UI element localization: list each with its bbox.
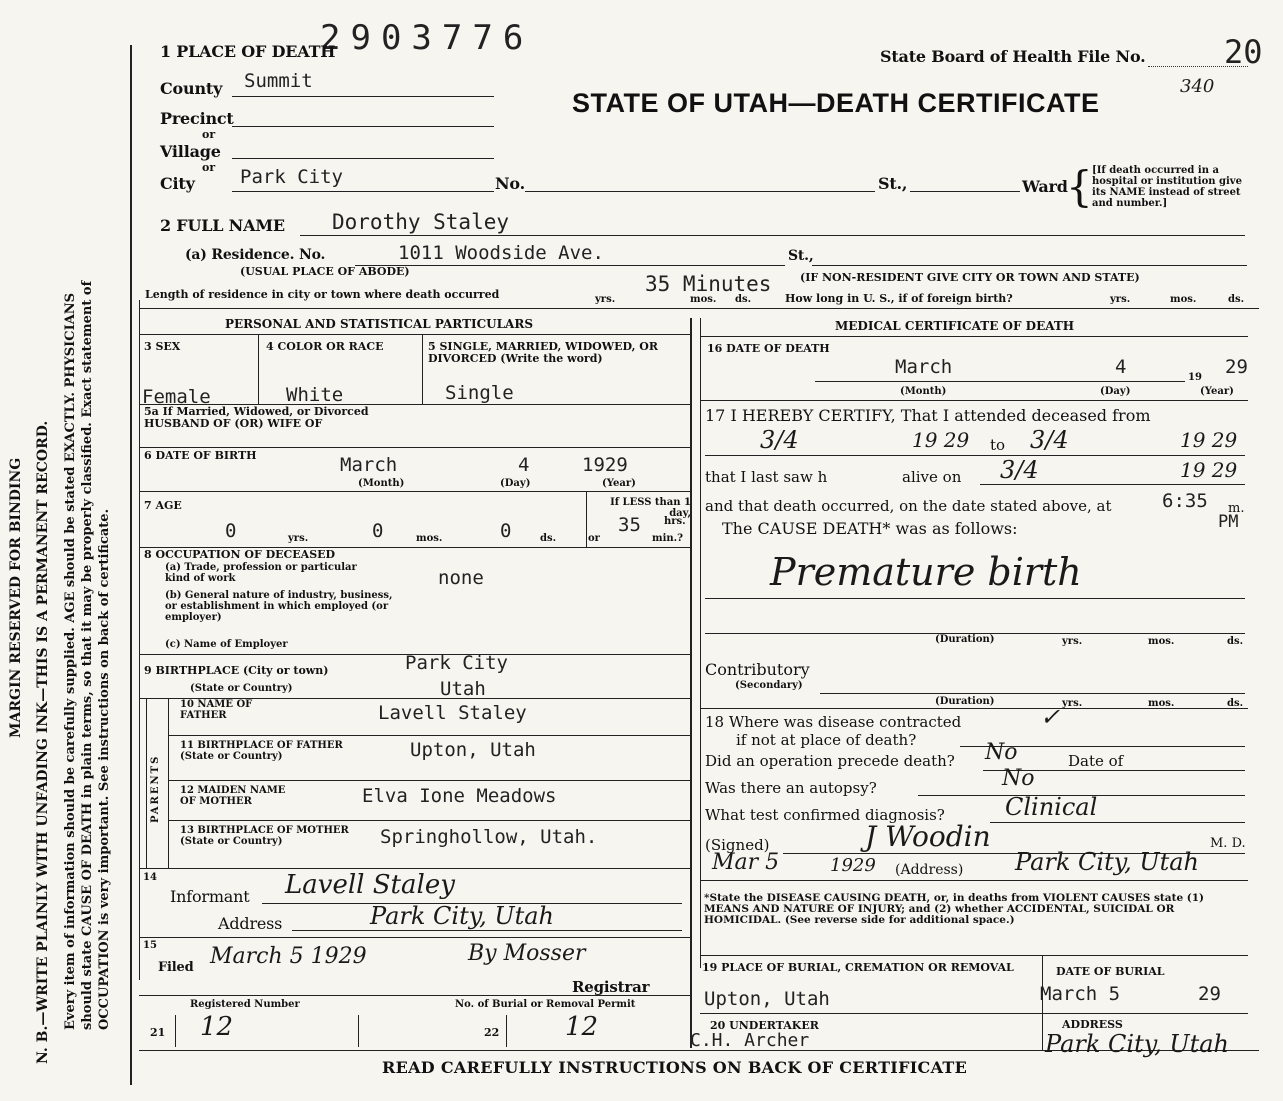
dob-month: March [340, 454, 398, 476]
brace: { [1066, 162, 1093, 211]
row-6-line [139, 491, 690, 492]
full-name-value: Dorothy Staley [332, 210, 510, 234]
place-burial-label: 19 PLACE OF BURIAL, CREMATION OR REMOVAL [702, 961, 1014, 974]
duration-2-yrs: yrs. [1062, 698, 1083, 709]
duration-1-ds: ds. [1227, 636, 1244, 647]
duration-1-yrs: yrs. [1062, 636, 1083, 647]
sex-label: 3 SEX [144, 340, 181, 353]
burial-box-left [506, 1015, 507, 1047]
field-22-label: 22 [484, 1026, 500, 1039]
county-label: County [160, 79, 223, 98]
operation-date-label: Date of [1068, 752, 1124, 770]
if-less-label: If LESS than 1 day, [610, 497, 691, 519]
burial-mid-line [700, 1013, 1248, 1014]
test-line [990, 822, 1245, 823]
us-yrs: yrs. [1110, 294, 1131, 305]
file-no-line [1148, 66, 1248, 67]
non-resident: (IF NON-RESIDENT GIVE CITY OR TOWN AND STATE) [800, 271, 1140, 284]
length-ds: ds. [735, 294, 752, 305]
duration-2-ds: ds. [1227, 698, 1244, 709]
informant-label: Informant [170, 887, 250, 906]
dod-label: 16 DATE OF DEATH [707, 342, 830, 355]
birthplace-state-label: (State or Country) [190, 683, 293, 694]
hrs-label: hrs. [664, 516, 686, 527]
death-certificate: MARGIN RESERVED FOR BINDING N. B.—WRITE PLAINLY WITH UNFADING INK—THIS IS A PERMANENT RECORD. Every item of information should be carefully supplied. AGE should be stated EXACTLY. PHYSICIANS should state CAUSE OF DEATH in plain terms, so that it may be properly classified. Exact statement of OCCUPATION is very important. See instructions on back of certificate. 2903776 1 PLACE OF DEATH State Board of Health File No. 20 340 STATE OF UTAH—DEATH CERTIFICATE County Summit Precinct or Village or City Park City No. St., Ward { [If death occurred in a hospital or institution give its NAME instead of street and number.] 2 FULL NAME Dorothy Staley (a) Residence. No. 1011 Woodside Ave. St., (USUAL PLACE OF ABODE) (IF NON-RESIDENT GIVE CITY OR TOWN AND STATE) Length of residence in city or town where death occurred 35 Minutes yrs. mos. ds. How long in U. S., if of foreign birth? yrs. mos. ds. PERSONAL AND STATISTICAL PARTICULARS 3 SEX Female 4 COLOR OR RACE White 5 SINGLE, MARRIED, WIDOWED, OR DIVORCED (Write the word) Single 5a If Married, Widowed, or Divorced HUSBAND OF (OR) WIFE OF 6 DATE OF BIRTH March 4 1929 (Month) (Day) (Year) 7 AGE 0 yrs. 0 mos. 0 ds. If LESS than 1 day, 35 hrs. or min.? 8 OCCUPATION OF DECEASED (a) Trade, profession or particular kind of work none (b) General nature of industry, business, or establishment in which employed (or employer) (c) Name of Employer 9 BIRTHPLACE (City or town) Park City (State or Country) Utah PARENTS 10 NAME OF FATHER Lavell Staley 11 BIRTHPLACE OF FATHER (State or Country) Upton, Utah 12 MAIDEN NAME OF MOTHER Elva Ione Meadows 13 BIRTHPLACE OF MOTHER (State or Country) Springhollow, Utah. 14 Informant Lavell Staley Address Park City, Utah 15 Filed March 5 1929 By Mosser Registrar Registered Number 21 12 No. of Burial or Removal Permit 22 12 MEDICAL CERTIFICATE OF DEATH 16 DATE OF DEATH March 4 19 29 (Month) (Day) (Year) 17 I HEREBY CERTIFY, That I attended deceased from 3/4 19 29 to 3/4 19 29 that I last saw h alive on 3/4 19 29 and that death occurred, on the date stated above, at 6:35 m. PM The CAUSE DEATH* was as follows: Premature birth (Duration) yrs. mos. ds. Contributory (Secondary) (Duration) yrs. mos. ds. 18 Where was disease contracted ✓ if not at place of death? Did an operation precede death? No Date of Was there an autopsy? No What test confirmed diagnosis? Clinical (Signed) J Woodin M. D. Mar 5 1929 (Address) Park City, Utah *State the DISEASE CAUSING DEATH, or, in deaths from VIOLENT CAUSES state (1) MEANS AND NATURE OF INJURY; and (2) whether ACCIDENTAL, SUICIDAL OR HOMICIDAL. (See reverse side for additional space.) 19 PLACE OF BURIAL, CREMATION OR REMOVAL Upton, Utah DATE OF BURIAL March 5 29 20 UNDERTAKER C.H. Archer ADDRESS Park City, Utah READ CAREFULLY INSTRUCTIONS ON BACK OF CERTIFICATE [0, 0, 1283, 1101]
age-ds: 0 [500, 520, 512, 542]
personal-section-title: PERSONAL AND STATISTICAL PARTICULARS [225, 317, 534, 331]
dod-year-prefix: 19 [1188, 372, 1202, 383]
residence-st-line [812, 265, 1247, 266]
column-divider-left [690, 318, 692, 1048]
residence-value: 1011 Woodside Ave. [398, 242, 604, 264]
city-value: Park City [240, 166, 343, 188]
file-no-label: State Board of Health File No. [880, 47, 1146, 66]
place-burial-value: Upton, Utah [704, 988, 830, 1010]
or-min-label: or [588, 533, 600, 544]
date-burial-year: 29 [1198, 983, 1221, 1005]
physician-signature: J Woodin [865, 820, 991, 853]
us-ds: ds. [1228, 294, 1245, 305]
row-10-line [168, 735, 690, 736]
duration-line-1 [705, 633, 1245, 634]
registrar-label: Registrar [572, 978, 650, 996]
alive-on-label: alive on [902, 468, 962, 486]
margin-binding-text: MARGIN RESERVED FOR BINDING [8, 457, 24, 738]
pm-value: PM [1218, 512, 1239, 532]
sex-divider [258, 334, 259, 404]
operation-label: Did an operation precede death? [705, 752, 955, 770]
color-divider [422, 334, 423, 404]
age-label: 7 AGE [144, 499, 182, 512]
county-value: Summit [244, 70, 313, 92]
city-label: City [160, 174, 195, 193]
occurred-text: and that death occurred, on the date stated above, at [705, 497, 1112, 515]
street-label: St., [878, 174, 908, 193]
death-time: 6:35 [1162, 490, 1208, 512]
duration-2-mos: mos. [1148, 698, 1175, 709]
father-birthplace-label: 11 BIRTHPLACE OF FATHER (State or Country) [180, 740, 343, 762]
informant-address: Park City, Utah [370, 902, 554, 930]
alive-on-date: 3/4 [1000, 456, 1039, 484]
age-mos: 0 [372, 520, 384, 542]
birthplace-state: Utah [440, 678, 486, 700]
dod-day-caption: (Day) [1100, 386, 1131, 397]
full-name-label: 2 FULL NAME [160, 216, 285, 235]
sex-value: Female [142, 386, 211, 408]
father-birthplace: Upton, Utah [410, 739, 536, 761]
dod-line [815, 381, 1185, 382]
hospital-note: [If death occurred in a hospital or institution give its NAME instead of street and number.] [1092, 165, 1242, 209]
age-ds-label: ds. [540, 533, 557, 544]
parents-right [168, 698, 169, 868]
precinct-line [232, 126, 494, 127]
burial-permit-label: No. of Burial or Removal Permit [455, 999, 636, 1010]
occupation-b-label: (b) General nature of industry, business, or establishment in which employed (or employer) [165, 590, 393, 623]
residence-st: St., [788, 248, 814, 264]
autopsy-value: No [1002, 766, 1035, 791]
age-divider [586, 491, 587, 547]
attended-line [705, 455, 1245, 456]
mother-name: Elva Ione Meadows [362, 785, 557, 807]
md-label: M. D. [1210, 836, 1246, 851]
file-no-value: 20 [1224, 33, 1263, 71]
attended-to-date: 3/4 [1030, 426, 1069, 454]
duration-1-label: (Duration) [935, 634, 995, 645]
color-label: 4 COLOR OR RACE [266, 340, 384, 353]
signed-label: (Signed) [705, 836, 770, 854]
village-line [232, 158, 494, 159]
filed-label: Filed [158, 960, 194, 975]
undertaker-address-label: ADDRESS [1062, 1018, 1123, 1031]
certificate-number: 2903776 [320, 18, 534, 58]
duration-1-mos: mos. [1148, 636, 1175, 647]
registrar-signature: By Mosser [468, 941, 586, 966]
attended-from-year: 19 29 [912, 428, 970, 452]
row-12-line [168, 820, 690, 821]
spouse-label: 5a If Married, Widowed, or Divorced HUSBAND OF (OR) WIFE OF [144, 405, 369, 430]
street-no-line [525, 191, 875, 192]
dod-year-caption: (Year) [1200, 386, 1234, 397]
street-line [910, 191, 1020, 192]
precinct-label: Precinct [160, 109, 234, 128]
birthplace-label: 9 BIRTHPLACE (City or town) [144, 664, 329, 677]
contributory-line [820, 693, 1245, 694]
signed-year: 1929 [830, 855, 876, 876]
marital-value: Single [445, 382, 514, 404]
signed-date: Mar 5 [712, 850, 780, 875]
informant-value: Lavell Staley [285, 870, 455, 900]
age-mos-label: mos. [416, 533, 443, 544]
disease-contracted-label: 18 Where was disease contracted [705, 713, 962, 731]
margin-instruction-2: should state CAUSE OF DEATH in plain terms, so that it may be properly classified. Exact statement of [80, 280, 95, 1030]
cause-label: The CAUSE DEATH* was as follows: [722, 519, 1018, 538]
informant-address-line [292, 930, 682, 931]
dob-year-caption: (Year) [602, 478, 636, 489]
disease-contracted-label-2: if not at place of death? [736, 731, 917, 749]
date-burial-value: March 5 [1040, 983, 1121, 1005]
physician-address-label: (Address) [895, 862, 964, 878]
m-label: m. [1228, 501, 1245, 516]
margin-permanent-record: N. B.—WRITE PLAINLY WITH UNFADING INK—THIS IS A PERMANENT RECORD. [35, 420, 51, 1064]
father-name: Lavell Staley [378, 702, 527, 724]
city-line [232, 191, 494, 192]
residence-line [355, 265, 785, 266]
to-label: to [990, 436, 1006, 454]
age-minutes: 35 [618, 514, 641, 536]
us-mos: mos. [1170, 294, 1197, 305]
parents-left [146, 698, 147, 868]
row-11-line [168, 780, 690, 781]
filed-number: 15 [143, 940, 157, 951]
row-13-line [139, 868, 690, 869]
operation-value: No [985, 740, 1018, 765]
length-label: Length of residence in city or town where death occurred [145, 288, 500, 301]
test-value: Clinical [1005, 793, 1098, 821]
dob-label: 6 DATE OF BIRTH [144, 449, 257, 462]
how-long-label: How long in U. S., if of foreign birth? [785, 292, 1013, 305]
mother-name-label: 12 MAIDEN NAME OF MOTHER [180, 785, 286, 807]
mother-birthplace-label: 13 BIRTHPLACE OF MOTHER (State or Country) [180, 825, 349, 847]
street-no-label: No. [495, 174, 525, 193]
mother-birthplace: Springhollow, Utah. [380, 826, 598, 848]
or-2: or [202, 161, 216, 174]
age-yrs: 0 [225, 520, 237, 542]
undertaker-address: Park City, Utah [1045, 1030, 1229, 1058]
row-17-line [700, 708, 1248, 709]
min-label: min.? [652, 533, 683, 544]
alive-line [980, 484, 1245, 485]
county-line [232, 96, 494, 97]
dod-month-caption: (Month) [900, 386, 947, 397]
physician-address: Park City, Utah [1015, 848, 1199, 876]
registered-number-label: Registered Number [190, 999, 300, 1010]
birthplace-city: Park City [405, 652, 508, 674]
row-5a-line [139, 447, 690, 448]
length-value: 35 Minutes [645, 272, 772, 296]
signed-bottom-line [700, 880, 1248, 881]
usual-abode: (USUAL PLACE OF ABODE) [240, 265, 410, 278]
footer-instructions: READ CAREFULLY INSTRUCTIONS ON BACK OF CERTIFICATE [382, 1058, 968, 1077]
attended-from-date: 3/4 [760, 426, 799, 454]
attended-to-year: 19 29 [1180, 428, 1238, 452]
cause-line [705, 598, 1245, 599]
dob-year: 1929 [582, 454, 628, 476]
filed-value: March 5 1929 [210, 944, 367, 969]
undertaker-value: C.H. Archer [690, 1030, 810, 1051]
header-bottom-line [139, 308, 1259, 309]
medical-title-line [700, 336, 1248, 337]
dod-month: March [895, 356, 953, 378]
residence-label: (a) Residence. No. [185, 247, 326, 263]
secondary-label: (Secondary) [735, 680, 803, 691]
marital-label: 5 SINGLE, MARRIED, WIDOWED, OR DIVORCED (Write the word) [428, 340, 659, 365]
file-no-sub: 340 [1180, 76, 1215, 97]
father-name-label: 10 NAME OF FATHER [180, 699, 253, 721]
cause-of-death: Premature birth [770, 550, 1082, 594]
autopsy-label: Was there an autopsy? [705, 779, 877, 797]
registered-number: 12 [200, 1012, 234, 1042]
informant-address-label: Address [218, 914, 283, 933]
duration-2-label: (Duration) [935, 696, 995, 707]
age-yrs-label: yrs. [288, 533, 309, 544]
reg-box-right [358, 1015, 359, 1047]
left-border [130, 45, 132, 1085]
date-burial-label: DATE OF BURIAL [1056, 965, 1165, 978]
row-14-line [139, 937, 690, 938]
certify-text: 17 I HEREBY CERTIFY, That I attended deceased from [705, 406, 1151, 425]
row-16-line [700, 400, 1248, 401]
test-label: What test confirmed diagnosis? [705, 806, 945, 824]
dob-month-caption: (Month) [358, 478, 405, 489]
row-15-line [139, 995, 690, 996]
parents-side-label: PARENTS [150, 754, 161, 823]
occupation-label: 8 OCCUPATION OF DECEASED [144, 548, 336, 561]
burial-permit-number: 12 [565, 1012, 599, 1042]
dob-day-caption: (Day) [500, 478, 531, 489]
occupation-value: none [438, 567, 484, 589]
or-1: or [202, 128, 216, 141]
place-of-death-label: 1 PLACE OF DEATH [160, 42, 336, 61]
personal-title-line [139, 334, 690, 335]
alive-on-year: 19 29 [1180, 458, 1238, 482]
informant-number: 14 [143, 872, 157, 883]
margin-instruction-3: OCCUPATION is very important. See instructions on back of certificate. [97, 508, 112, 1030]
reg-box-left [175, 1015, 176, 1047]
full-name-line [300, 235, 1245, 236]
field-21-label: 21 [150, 1026, 166, 1039]
last-saw-label: that I last saw h [705, 468, 828, 486]
cause-footnote: *State the DISEASE CAUSING DEATH, or, in deaths from VIOLENT CAUSES state (1) MEANS AND NATURE OF INJURY; and (2) whether ACCIDENTAL, SUICIDAL OR HOMICIDAL. (See reverse side for additional space.) [704, 892, 1205, 926]
certificate-title: STATE OF UTAH—DEATH CERTIFICATE [572, 88, 1100, 118]
column-divider-right [700, 318, 701, 968]
occupation-a-label: (a) Trade, profession or particular kind of work [165, 562, 357, 584]
medical-section-title: MEDICAL CERTIFICATE OF DEATH [835, 319, 1075, 333]
color-value: White [286, 384, 344, 406]
dod-year: 29 [1225, 356, 1248, 378]
contributory-label: Contributory [705, 660, 810, 679]
ward-label: Ward [1022, 177, 1068, 196]
employer-label: (c) Name of Employer [165, 639, 288, 650]
dob-day: 4 [518, 454, 530, 476]
village-label: Village [160, 142, 221, 161]
length-mos: mos. [690, 294, 717, 305]
length-yrs: yrs. [595, 294, 616, 305]
margin-instruction-1: Every item of information should be carefully supplied. AGE should be stated EXACTLY. PHYSICIANS [63, 292, 78, 1030]
inner-left-border [139, 300, 140, 980]
undertaker-label: 20 UNDERTAKER [710, 1019, 819, 1032]
dod-day: 4 [1115, 356, 1127, 378]
burial-top-line [700, 955, 1248, 956]
